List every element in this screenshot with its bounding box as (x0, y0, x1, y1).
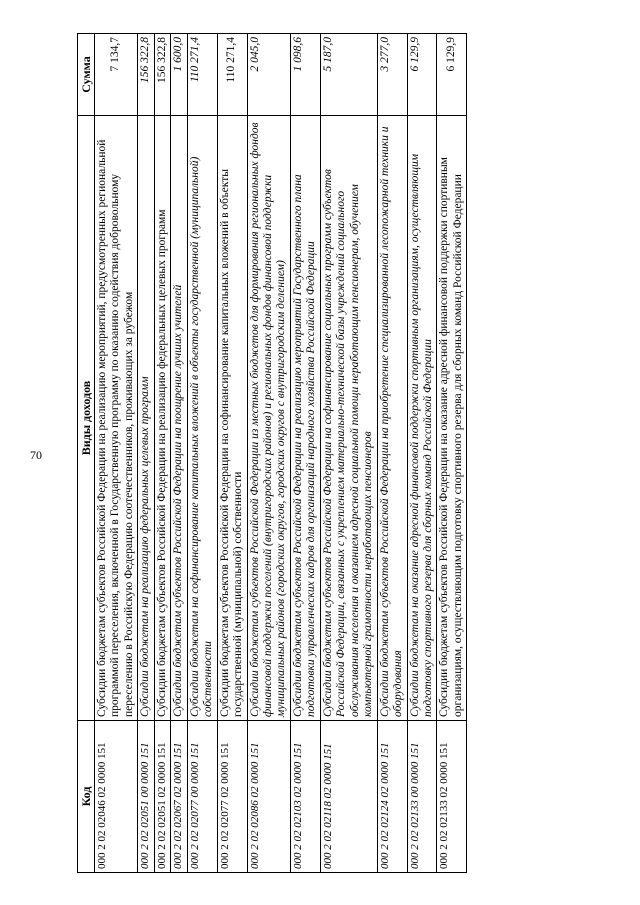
income-type-cell: Субсидии бюджетам субъектов Российской Федерации на софинансирование капитальных вложений в объекты государственной (муниципальной) собственности (217, 115, 247, 720)
income-type-cell: Субсидии бюджетам на оказание адресной финансовой поддержки спортивным организациям, осуществляющим подготовку спортивного резерва для сборных команд Российской Федерации (407, 115, 437, 720)
table-row (437, 33, 467, 872)
sum-cell: 1 600,0 (171, 33, 187, 115)
code-cell: 000 2 02 02077 02 0000 151 (217, 720, 247, 872)
income-type-cell: Субсидии бюджетам субъектов Российской Федерации на приобретение специализированной лесопожарной техники и оборудования (377, 115, 407, 720)
income-type-cell: Субсидии бюджетам субъектов Российской Федерации из местных бюджетов для формирования региональных фондов финансовой поддержки поселений (внутригородских районов) и региональных фондов финансовой поддержки муниципальных районов (городских округов, городских округов с внутригородским делением) (247, 115, 290, 720)
sum-cell: 110 271,4 (217, 33, 247, 115)
table-header-row (78, 33, 95, 872)
income-type-cell: Субсидии бюджетам субъектов Российской Федерации на софинансирование социальных программ субъектов Российской Федерации, связанных с укреплением материально-технической базы учреждений социального обслуживания населения и оказанием адресной социальной помощи неработающим пенсионерам, обучением компьютерной грамотности неработающих пенсионеров (320, 115, 377, 720)
page-number: 70 (30, 448, 42, 462)
table-row (154, 33, 170, 872)
table-row (217, 33, 247, 872)
header-code: Код (78, 720, 95, 872)
sum-cell: 156 322,8 (154, 33, 170, 115)
header-sum: Сумма (78, 33, 95, 115)
sum-cell: 7 134,7 (95, 33, 138, 115)
sum-cell: 110 271,4 (187, 33, 217, 115)
sum-cell: 2 045,0 (247, 33, 290, 115)
income-table (77, 33, 467, 873)
income-type-cell: Субсидии бюджетам на реализацию федеральных целевых программ (138, 115, 154, 720)
table-row (187, 33, 217, 872)
income-type-cell: Субсидии бюджетам субъектов Российской Федерации на реализацию мероприятий Государственного плана подготовки управленческих кадров для организаций народного хозяйства Российской Федерации (290, 115, 320, 720)
code-cell: 000 2 02 02086 02 0000 151 (247, 720, 290, 872)
code-cell: 000 2 02 02124 02 0000 151 (377, 720, 407, 872)
rotated-page-content (77, 33, 563, 873)
code-cell: 000 2 02 02077 00 0000 151 (187, 720, 217, 872)
code-cell: 000 2 02 02118 02 0000 151 (320, 720, 377, 872)
table-row (138, 33, 154, 872)
sum-cell: 5 187,0 (320, 33, 377, 115)
sum-cell: 6 129,9 (437, 33, 467, 115)
sum-cell: 3 277,0 (377, 33, 407, 115)
code-cell: 000 2 02 02046 02 0000 151 (95, 720, 138, 872)
sum-cell: 156 322,8 (138, 33, 154, 115)
table-row (320, 33, 377, 872)
code-cell: 000 2 02 02133 00 0000 151 (407, 720, 437, 872)
code-cell: 000 2 02 02133 02 0000 151 (437, 720, 467, 872)
code-cell: 000 2 02 02103 02 0000 151 (290, 720, 320, 872)
income-type-cell: Субсидии бюджетам субъектов Российской Федерации на реализацию мероприятий, предусмотренных региональной программой переселения, включенной в Государственную программу по оказанию содействия добровольному переселению в Российскую Федерацию соотечественников, проживающих за рубежом (95, 115, 138, 720)
table-row (247, 33, 290, 872)
code-cell: 000 2 02 02051 00 0000 151 (138, 720, 154, 872)
income-type-cell: Субсидии бюджетам субъектов Российской Федерации на реализацию федеральных целевых программ (154, 115, 170, 720)
table-row (171, 33, 187, 872)
income-type-cell: Субсидии бюджетам на софинансирование капитальных вложений в объекты государственной (муниципальной) собственности (187, 115, 217, 720)
income-type-cell: Субсидии бюджетам субъектов Российской Федерации на оказание адресной финансовой поддержки спортивным организациям, осуществляющим подготовку спортивного резерва для сборных команд Российской Федерации (437, 115, 467, 720)
income-type-cell: Субсидии бюджетам субъектов Российской Федерации на поощрение лучших учителей (171, 115, 187, 720)
sum-cell: 1 098,6 (290, 33, 320, 115)
header-income-type: Виды доходов (78, 115, 95, 720)
table-row (407, 33, 437, 872)
sum-cell: 6 129,9 (407, 33, 437, 115)
code-cell: 000 2 02 02051 02 0000 151 (154, 720, 170, 872)
table-row (377, 33, 407, 872)
code-cell: 000 2 02 02067 02 0000 151 (171, 720, 187, 872)
table-row (290, 33, 320, 872)
table-row (95, 33, 138, 872)
